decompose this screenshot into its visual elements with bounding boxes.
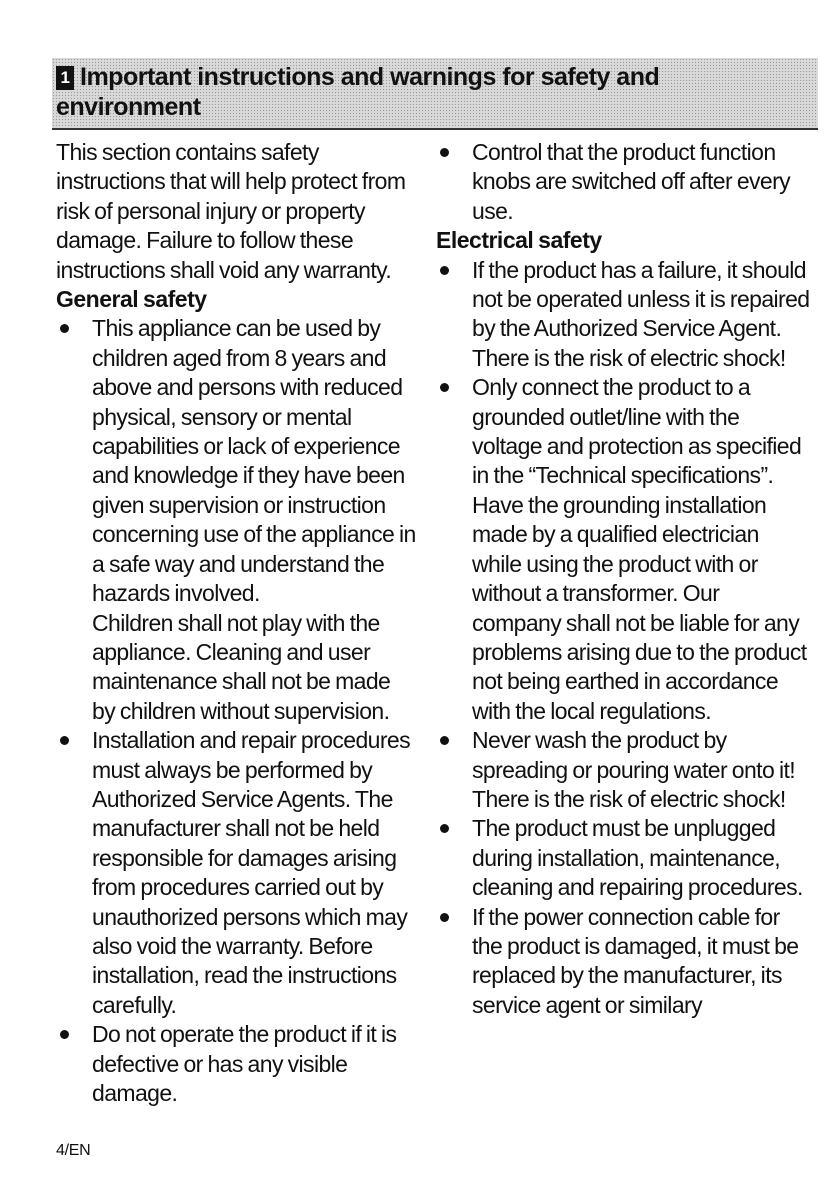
electrical-safety-heading: Electrical safety	[436, 227, 602, 254]
intro-paragraph: This section contains safety instructions that will help protect from risk of personal injury or property damage. Failure to follow these instructions shall void any warranty.	[56, 139, 406, 283]
list-item	[436, 903, 812, 1021]
left-column	[56, 138, 416, 1108]
list-item-text: If the product has a failure, it should not be operated unless it is repaired by the Authorized Service Agent. There is the risk of electric shock!	[472, 256, 810, 371]
list-item-text: If the power connection cable for the product is damaged, it must be replaced by the manufacturer, its service agent or similary	[472, 903, 799, 1018]
general-safety-list	[56, 314, 416, 1108]
electrical-safety-list	[436, 256, 812, 1021]
list-item-text: Do not operate the product if it is defective or has any visible damage.	[92, 1021, 397, 1106]
list-item-text: The product must be unplugged during installation, maintenance, cleaning and repairing procedures.	[472, 815, 803, 901]
list-item-text: Installation and repair procedures must always be performed by Authorized Service Agents. The manufacturer shall not be held responsible for damages arising from procedures carried out by unauthorized persons which may also void the warranty. Before installation, read the instructions carefully.	[92, 727, 410, 1018]
list-item-text: This appliance can be used by children aged from 8 years and above and persons with reduced physical, sensory or mental capabilities or lack of experience and knowledge if they have been given supervision or instruction concerning use of the appliance in a safe way and understand the hazards involved.	[92, 315, 416, 607]
section-title	[56, 62, 756, 122]
list-item	[436, 138, 812, 226]
list-item	[436, 726, 812, 814]
page-number: 4/EN	[56, 1142, 91, 1159]
list-item-text: Control that the product function knobs are switched off after every use.	[472, 139, 791, 224]
list-item-text: Never wash the product by spreading or pouring water onto it! There is the risk of electric shock!	[472, 727, 796, 812]
list-item	[436, 814, 812, 902]
right-column	[436, 138, 812, 1020]
general-safety-list-continued	[436, 138, 812, 226]
list-item-continuation: Children shall not play with the appliance. Cleaning and user maintenance shall not be made by children without supervision.	[92, 609, 391, 724]
general-safety-heading: General safety	[56, 286, 207, 313]
list-item	[56, 1020, 416, 1108]
list-item	[56, 314, 416, 726]
list-item	[436, 373, 812, 726]
list-item	[56, 726, 416, 1020]
list-item	[436, 256, 812, 374]
section-title-text: Important instructions and warnings for safety and environment	[56, 63, 660, 121]
chapter-number-badge: 1	[56, 66, 74, 90]
list-item-text: Only connect the product to a grounded outlet/line with the voltage and protection as specified in the “Technical specifications”. Have the grounding installation made by a qualified electrician while using the product with or without a transformer. Our company shall not be liable for any problems arising due to the product not being earthed in accordance with the local regulations.	[472, 374, 807, 724]
